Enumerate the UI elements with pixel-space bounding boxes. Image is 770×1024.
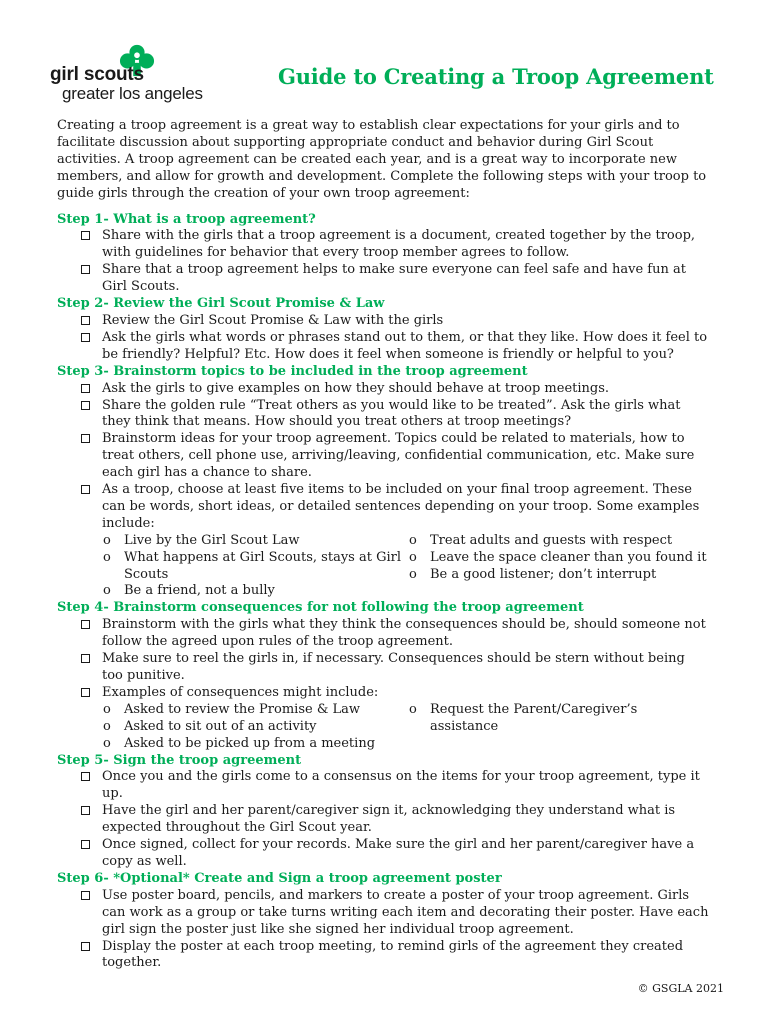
checklist-item: Share the golden rule “Treat others as you would like to be treated”. Ask the girls what they think that means. How should you treat others at troop meetings? [81,398,709,432]
page-title: Guide to Creating a Troop Agreement [278,64,714,89]
girl-scouts-logo [48,42,218,104]
checkbox[interactable] [81,620,90,629]
example-item: o What happens at Girl Scouts, stays at Girl Scouts [103,549,401,582]
bullet-icon: o [103,583,111,599]
checkbox[interactable] [81,485,90,494]
checkbox[interactable] [81,401,90,410]
step-heading: Step 4- Brainstorm consequences for not following the troop agreement [57,600,584,616]
bullet-icon: o [409,532,417,548]
checklist-item: Review the Girl Scout Promise & Law with the girls [81,313,709,330]
checklist-item: Have the girl and her parent/caregiver sign it, acknowledging they understand what is expected throughout the Girl Scout year. [81,803,709,837]
checkbox[interactable] [81,891,90,900]
checklist-item: Examples of consequences might include: o Asked to review the Promise & Law o Asked to sit out of an activity o Asked to be picked up from a meeting o Request the Parent/Caregiver’s assistance [81,685,709,753]
checklist-item: Share that a troop agreement helps to make sure everyone can feel safe and have fun at Girl Scouts. [81,262,709,296]
checklist-item: Make sure to reel the girls in, if necessary. Consequences should be stern without being too punitive. [81,651,709,685]
example-item: o Be a friend, not a bully [103,583,275,599]
checkbox[interactable] [81,806,90,815]
checklist-item: Ask the girls what words or phrases stand out to them, or that they like. How does it feel to be friendly? Helpful? Etc. How does it feel when someone is friendly or helpful to you? [81,330,709,364]
step-4 [57,600,709,752]
document-body [57,118,709,972]
example-item: o Asked to be picked up from a meeting [103,735,376,751]
step-heading: Step 3- Brainstorm topics to be included in the troop agreement [57,363,528,379]
example-item: o Treat adults and guests with respect [409,532,673,548]
step-5 [57,753,709,871]
checklist-item: Brainstorm with the girls what they think the consequences should be, should someone not follow the agreed upon rules of the troop agreement. [81,617,709,651]
bullet-icon: o [409,701,417,717]
bullet-icon: o [103,735,111,751]
checklist-item: Once you and the girls come to a consensus on the items for your troop agreement, type it up. [81,769,709,803]
checklist-item: As a troop, choose at least five items to be included on your final troop agreement. These can be words, short ideas, or detailed sentences depending on your troop. Some examples include: o Live by the Girl Scout Law o What happens at Girl Scouts, stays at Girl Scouts o Be a friend, not a bully o Treat adults and guests with respect o Leave the space cleaner than you found it o Be a good listener; don’t interrupt [81,482,709,600]
bullet-icon: o [103,532,111,548]
checkbox[interactable] [81,688,90,697]
example-item: o Asked to sit out of an activity [103,718,317,734]
bullet-icon: o [409,549,417,565]
checkbox[interactable] [81,333,90,342]
bullet-icon: o [103,718,111,734]
step-heading: Step 5- Sign the troop agreement [57,752,302,768]
checkbox[interactable] [81,654,90,663]
logo-text-region: greater los angeles [62,84,203,103]
step-2 [57,296,709,364]
checkbox[interactable] [81,434,90,443]
step-1 [57,212,709,297]
copyright-footer: © GSGLA 2021 [637,982,724,995]
checklist-item: Once signed, collect for your records. Make sure the girl and her parent/caregiver have a copy as well. [81,837,709,871]
example-item: o Leave the space cleaner than you found it [409,549,707,565]
checkbox[interactable] [81,231,90,240]
examples-list [102,533,709,601]
example-item: o Request the Parent/Caregiver’s assistance [409,701,638,734]
checklist-item: Ask the girls to give examples on how they should behave at troop meetings. [81,381,709,398]
checklist-item: Use poster board, pencils, and markers to create a poster of your troop agreement. Girls can work as a group or take turns writing each item and decorating their poster. Have each girl sign the poster just like she signed her individual troop agreement. [81,888,709,939]
step-heading: Step 1- What is a troop agreement? [57,211,316,227]
checklist-item: Display the poster at each troop meeting, to remind girls of the agreement they created together. [81,939,709,973]
example-item: o Live by the Girl Scout Law [103,532,300,548]
checklist-item: Brainstorm ideas for your troop agreement. Topics could be related to materials, how to treat others, cell phone use, arriving/leaving, confidential communication, etc. Make sure each girl has a chance to share. [81,431,709,482]
checkbox[interactable] [81,265,90,274]
logo-text-girl-scouts: girl scouts [50,64,144,85]
bullet-icon: o [409,566,417,582]
step-heading: Step 2- Review the Girl Scout Promise & Law [57,296,385,312]
checkbox[interactable] [81,384,90,393]
checklist-item: Share with the girls that a troop agreement is a document, created together by the troop, with guidelines for behavior that every troop member agrees to follow. [81,228,709,262]
checkbox[interactable] [81,772,90,781]
checkbox[interactable] [81,840,90,849]
checkbox[interactable] [81,316,90,325]
examples-list [102,702,709,753]
checkbox[interactable] [81,942,90,951]
example-item: o Be a good listener; don’t interrupt [409,566,657,582]
step-heading: Step 6- *Optional* Create and Sign a troop agreement poster [57,870,502,886]
bullet-icon: o [103,701,111,717]
example-item: o Asked to review the Promise & Law [103,701,361,717]
step-6 [57,871,709,972]
intro-paragraph: Creating a troop agreement is a great way to establish clear expectations for your girls and to facilitate discussion about supporting appropriate conduct and behavior during Girl Scout activities. A troop agreement can be created each year, and is a great way to incorporate new members, and allow for growth and development. Complete the following steps with your troop to guide girls through the creation of your own troop agreement: [57,118,707,201]
step-3 [57,364,709,601]
bullet-icon: o [103,549,111,565]
